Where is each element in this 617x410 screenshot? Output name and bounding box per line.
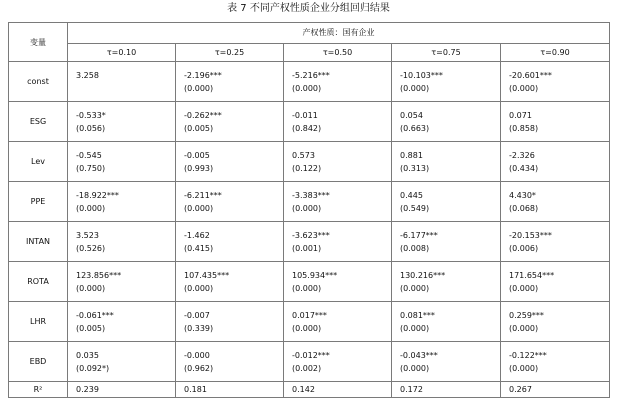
r-squared-label: R² [9, 382, 68, 398]
coefficient-value: 3.523 [76, 230, 99, 240]
variable-name: PPE [9, 182, 68, 222]
coefficient-cell [68, 222, 176, 262]
ownership-group-header: 产权性质：国有企业 [68, 23, 610, 44]
variable-name: LHR [9, 302, 68, 342]
coefficient-value: -3.383*** [292, 190, 330, 200]
coefficient-cell [284, 182, 392, 222]
p-value: (0.000) [184, 283, 214, 293]
coefficient-cell [284, 142, 392, 182]
p-value: (0.415) [184, 243, 214, 253]
p-value: (0.000) [76, 203, 106, 213]
r-squared-row [9, 382, 610, 398]
coefficient-value: -1.462 [184, 230, 210, 240]
table-row [9, 62, 610, 102]
coefficient-value: -3.623*** [292, 230, 330, 240]
quantile-header: τ=0.50 [284, 43, 392, 61]
p-value: (0.000) [292, 203, 322, 213]
coefficient-value: 0.017*** [292, 310, 327, 320]
coefficient-value: -0.043*** [400, 350, 438, 360]
coefficient-value: 0.081*** [400, 310, 435, 320]
p-value: (0.000) [400, 363, 430, 373]
p-value: (0.000) [292, 83, 322, 93]
p-value: (0.006) [509, 243, 539, 253]
coefficient-cell [284, 302, 392, 342]
coefficient-cell [501, 102, 610, 142]
table-row [9, 262, 610, 302]
p-value: (0.000) [400, 83, 430, 93]
coefficient-value: 0.881 [400, 150, 423, 160]
p-value: (0.000) [509, 283, 539, 293]
coefficient-cell [392, 342, 501, 382]
p-value: (0.993) [184, 163, 214, 173]
table-row [9, 142, 610, 182]
coefficient-cell [176, 62, 284, 102]
coefficient-cell [176, 102, 284, 142]
coefficient-cell [501, 342, 610, 382]
table-row [9, 102, 610, 142]
coefficient-value: -0.545 [76, 150, 102, 160]
coefficient-value: 0.054 [400, 110, 423, 120]
coefficient-value: 123.856*** [76, 270, 122, 280]
p-value: (0.122) [292, 163, 322, 173]
coefficient-value: -0.262*** [184, 110, 222, 120]
coefficient-cell [68, 102, 176, 142]
r-squared-value: 0.142 [284, 382, 392, 398]
p-value: (0.092*) [76, 363, 110, 373]
p-value: (0.858) [509, 123, 539, 133]
table-row [9, 222, 610, 262]
r-squared-value: 0.181 [176, 382, 284, 398]
p-value: (0.005) [76, 323, 106, 333]
coefficient-cell [501, 222, 610, 262]
coefficient-cell [501, 62, 610, 102]
coefficient-value: 4.430* [509, 190, 536, 200]
p-value: (0.962) [184, 363, 214, 373]
p-value: (0.000) [509, 83, 539, 93]
variable-name: Lev [9, 142, 68, 182]
table-title: 表 7 不同产权性质企业分组回归结果 [227, 3, 390, 14]
variable-name: const [9, 62, 68, 102]
p-value: (0.526) [76, 243, 106, 253]
coefficient-cell [392, 142, 501, 182]
coefficient-value: -0.011 [292, 110, 318, 120]
coefficient-value: -0.007 [184, 310, 210, 320]
coefficient-value: 0.573 [292, 150, 315, 160]
p-value: (0.663) [400, 123, 430, 133]
coefficient-cell [392, 262, 501, 302]
coefficient-value: -0.012*** [292, 350, 330, 360]
table-row [9, 302, 610, 342]
p-value: (0.549) [400, 203, 430, 213]
coefficient-value: -6.177*** [400, 230, 438, 240]
coefficient-cell [392, 62, 501, 102]
coefficient-value: -2.196*** [184, 70, 222, 80]
p-value: (0.000) [509, 363, 539, 373]
coefficient-cell [392, 302, 501, 342]
coefficient-value: -0.005 [184, 150, 210, 160]
p-value: (0.000) [76, 283, 106, 293]
coefficient-value: 0.071 [509, 110, 532, 120]
variable-name: ROTA [9, 262, 68, 302]
coefficient-cell [284, 62, 392, 102]
coefficient-cell [501, 142, 610, 182]
coefficient-value: -0.000 [184, 350, 210, 360]
coefficient-cell [68, 342, 176, 382]
coefficient-cell [68, 182, 176, 222]
coefficient-cell [284, 342, 392, 382]
r-squared-value: 0.267 [501, 382, 610, 398]
coefficient-value: -2.326 [509, 150, 535, 160]
coefficient-value: 3.258 [76, 70, 99, 80]
quantile-header: τ=0.10 [68, 43, 176, 61]
table-row [9, 182, 610, 222]
coefficient-value: -5.216*** [292, 70, 330, 80]
variable-name: INTAN [9, 222, 68, 262]
coefficient-cell [68, 62, 176, 102]
quantile-header: τ=0.75 [392, 43, 501, 61]
p-value: (0.008) [400, 243, 430, 253]
p-value: (0.000) [400, 283, 430, 293]
p-value: (0.000) [292, 283, 322, 293]
p-value: (0.842) [292, 123, 322, 133]
coefficient-value: 107.435*** [184, 270, 230, 280]
p-value: (0.000) [184, 83, 214, 93]
coefficient-value: -20.153*** [509, 230, 552, 240]
coefficient-cell [392, 182, 501, 222]
coefficient-cell [176, 262, 284, 302]
coefficient-value: -6.211*** [184, 190, 222, 200]
coefficient-value: -0.061*** [76, 310, 114, 320]
table-body [9, 62, 610, 398]
p-value [76, 82, 175, 95]
coefficient-cell [68, 142, 176, 182]
table-row [9, 342, 610, 382]
r-squared-value: 0.239 [68, 382, 176, 398]
r-squared-value: 0.172 [392, 382, 501, 398]
coefficient-cell [176, 142, 284, 182]
coefficient-value: -0.122*** [509, 350, 547, 360]
coefficient-cell [68, 262, 176, 302]
coefficient-cell [392, 102, 501, 142]
coefficient-value: -0.533* [76, 110, 106, 120]
coefficient-cell [176, 342, 284, 382]
coefficient-cell [284, 262, 392, 302]
p-value: (0.000) [184, 203, 214, 213]
quantile-header: τ=0.25 [176, 43, 284, 61]
coefficient-cell [392, 222, 501, 262]
p-value: (0.434) [509, 163, 539, 173]
p-value: (0.001) [292, 243, 322, 253]
coefficient-cell [176, 182, 284, 222]
coefficient-cell [501, 262, 610, 302]
coefficient-value: 0.445 [400, 190, 423, 200]
coefficient-value: -20.601*** [509, 70, 552, 80]
p-value: (0.339) [184, 323, 214, 333]
p-value: (0.750) [76, 163, 106, 173]
coefficient-value: -18.922*** [76, 190, 119, 200]
coefficient-value: 0.259*** [509, 310, 544, 320]
coefficient-cell [68, 302, 176, 342]
coefficient-cell [176, 302, 284, 342]
p-value: (0.313) [400, 163, 430, 173]
variable-name: EBD [9, 342, 68, 382]
p-value: (0.000) [400, 323, 430, 333]
variable-name: ESG [9, 102, 68, 142]
p-value: (0.068) [509, 203, 539, 213]
coefficient-cell [501, 302, 610, 342]
coefficient-value: 171.654*** [509, 270, 555, 280]
p-value: (0.000) [292, 323, 322, 333]
p-value: (0.000) [509, 323, 539, 333]
p-value: (0.005) [184, 123, 214, 133]
coefficient-value: 0.035 [76, 350, 99, 360]
coefficient-value: 130.216*** [400, 270, 446, 280]
coefficient-cell [176, 222, 284, 262]
coefficient-value: 105.934*** [292, 270, 338, 280]
regression-table [8, 22, 610, 398]
coefficient-value: -10.103*** [400, 70, 443, 80]
quantile-header: τ=0.90 [501, 43, 610, 61]
coefficient-cell [501, 182, 610, 222]
coefficient-cell [284, 222, 392, 262]
p-value: (0.056) [76, 123, 106, 133]
coefficient-cell [284, 102, 392, 142]
p-value: (0.002) [292, 363, 322, 373]
variable-header: 变量 [9, 23, 68, 62]
